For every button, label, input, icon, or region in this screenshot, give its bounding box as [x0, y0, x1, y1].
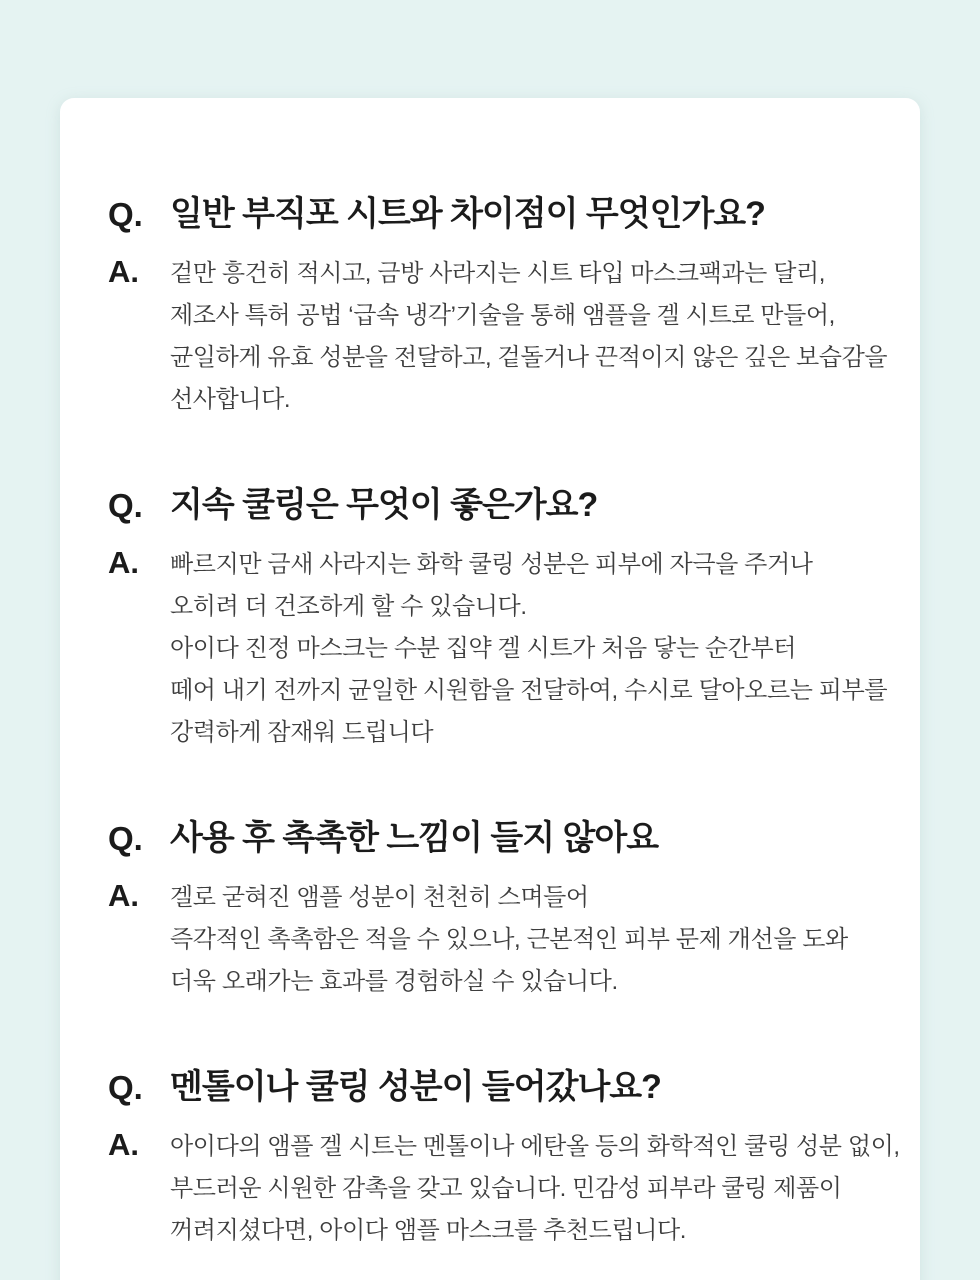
question-label: Q.	[108, 1069, 143, 1106]
answer-line: 즉각적인 촉촉함은 적을 수 있으나, 근본적인 피부 문제 개선을 도와	[170, 926, 848, 953]
faq-question-row	[108, 194, 876, 235]
faq-answer-row	[108, 1126, 900, 1252]
answer-line: 균일하게 유효 성분을 전달하고, 겉돌거나 끈적이지 않은 깊은 보습감을	[170, 344, 888, 371]
answer-line: 강력하게 잠재워 드립니다	[170, 719, 434, 746]
faq-answer-text	[170, 544, 887, 754]
faq-answer-text	[170, 1126, 900, 1252]
answer-label: A.	[108, 545, 139, 580]
faq-question-text: 멘톨이나 쿨링 성분이 들어갔나요?	[170, 1068, 661, 1106]
answer-line: 아이다의 앰플 겔 시트는 멘톨이나 에탄올 등의 화학적인 쿨링 성분 없이,	[170, 1133, 900, 1160]
faq-question-text: 일반 부직포 시트와 차이점이 무엇인가요?	[170, 195, 765, 233]
answer-label: A.	[108, 254, 139, 289]
answer-line: 떼어 내기 전까지 균일한 시원함을 전달하여, 수시로 달아오르는 피부를	[170, 677, 888, 704]
question-label: Q.	[108, 820, 143, 857]
question-label: Q.	[108, 487, 143, 524]
faq-answer-row	[108, 877, 876, 1003]
question-label: Q.	[108, 196, 143, 233]
faq-item	[108, 1067, 900, 1252]
faq-answer-text	[170, 253, 887, 421]
answer-line: 오히려 더 건조하게 할 수 있습니다.	[170, 593, 527, 620]
faq-card	[60, 98, 920, 1280]
answer-line: 아이다 진정 마스크는 수분 집약 겔 시트가 처음 닿는 순간부터	[170, 635, 797, 662]
faq-list	[108, 194, 900, 1252]
faq-question-row	[108, 818, 876, 859]
answer-line: 겔로 굳혀진 앰플 성분이 천천히 스며들어	[170, 884, 589, 911]
answer-line: 겉만 흥건히 적시고, 금방 사라지는 시트 타입 마스크팩과는 달리,	[170, 260, 826, 287]
faq-item	[108, 485, 888, 754]
faq-question-text: 지속 쿨링은 무엇이 좋은가요?	[170, 486, 598, 524]
faq-item	[108, 818, 876, 1003]
answer-line: 제조사 특허 공법 ‘급속 냉각’기술을 통해 앰플을 겔 시트로 만들어,	[170, 302, 835, 329]
faq-question-text: 사용 후 촉촉한 느낌이 들지 않아요	[170, 819, 659, 857]
answer-line: 부드러운 시원한 감촉을 갖고 있습니다. 민감성 피부라 쿨링 제품이	[170, 1175, 842, 1202]
answer-line: 선사합니다.	[170, 386, 291, 413]
faq-answer-row	[108, 544, 888, 754]
answer-line: 더욱 오래가는 효과를 경험하실 수 있습니다.	[170, 968, 618, 995]
faq-answer-text	[170, 877, 848, 1003]
answer-label: A.	[108, 1127, 139, 1162]
faq-question-row	[108, 485, 876, 526]
answer-line: 꺼려지셨다면, 아이다 앰플 마스크를 추천드립니다.	[170, 1217, 687, 1244]
answer-line: 빠르지만 금새 사라지는 화학 쿨링 성분은 피부에 자극을 주거나	[170, 551, 813, 578]
answer-label: A.	[108, 878, 139, 913]
faq-question-row	[108, 1067, 876, 1108]
faq-item	[108, 194, 888, 421]
faq-answer-row	[108, 253, 888, 421]
